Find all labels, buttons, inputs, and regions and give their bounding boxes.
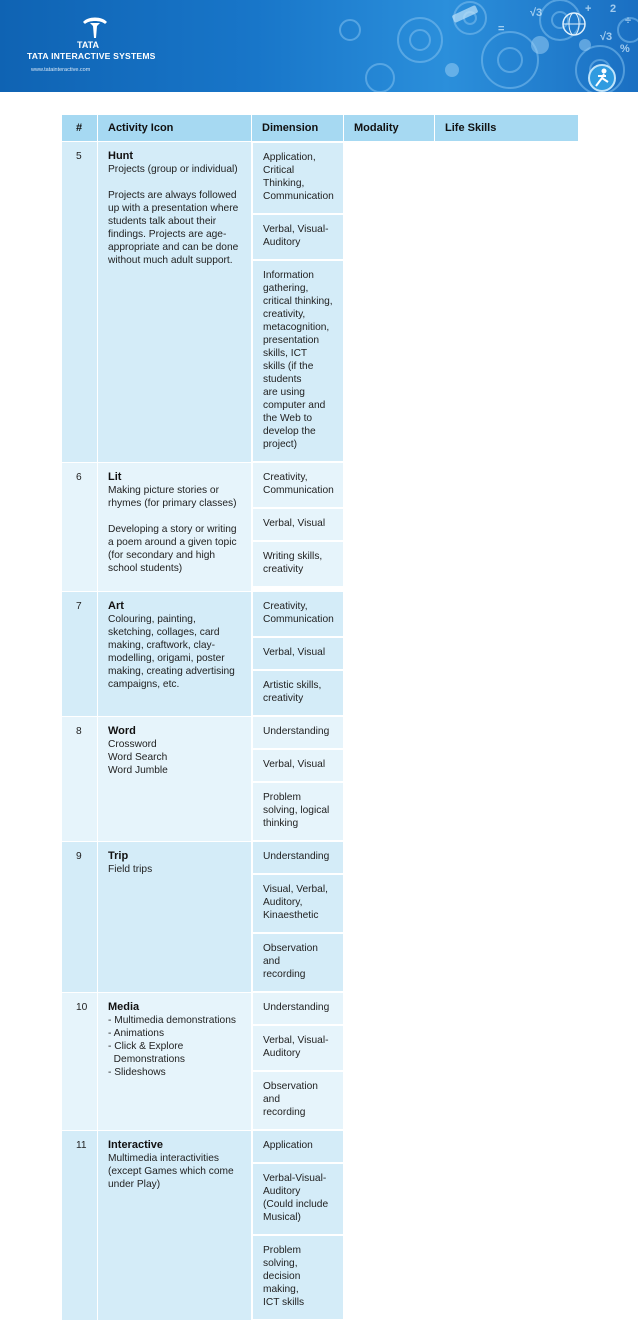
brand-name: TATA INTERACTIVE SYSTEMS (27, 51, 156, 61)
activity-name: Lit (108, 470, 122, 483)
row-number: 10 (62, 992, 98, 1130)
activity-name: Hunt (108, 150, 134, 162)
dimension-cell: Application, Critical Thinking, Communication (252, 142, 344, 214)
activity-description-more: Developing a story or writing a poem around a given topic (for secondary and high school students) (108, 523, 237, 574)
decor-glyph: % (620, 43, 630, 55)
globe-icon (563, 13, 585, 35)
activity-cell (98, 462, 252, 591)
activity-name: Word (108, 724, 136, 737)
table-row (62, 142, 579, 463)
activity-cell (98, 591, 252, 716)
col-header-number: # (62, 115, 98, 142)
table-row (62, 841, 579, 992)
modality-cell: Verbal, Visual- Auditory (252, 1025, 344, 1071)
decor-glyph: ÷ (625, 15, 632, 27)
life-skills-cell: Problem solving, logical thinking (252, 782, 344, 841)
life-skills-cell: Observation and recording (252, 1071, 344, 1130)
activity-cell (98, 1130, 252, 1320)
table-row (62, 716, 579, 841)
activity-description: Crossword Word Search Word Jumble (108, 738, 168, 776)
decor-glyph: + (585, 3, 592, 15)
decor-glyph: √3 (600, 31, 613, 43)
dimension-cell: Understanding (252, 716, 344, 749)
row-number: 8 (62, 716, 98, 841)
table-row (62, 462, 579, 591)
tata-emblem-icon (80, 14, 110, 42)
table-row (62, 591, 579, 716)
activity-name: Trip (108, 849, 129, 862)
dimension-cell: Understanding (252, 992, 344, 1025)
life-skills-cell: Problem solving, decision making, ICT skills (252, 1235, 344, 1320)
activity-description-more: Projects are always followed up with a presentation where students talk about their findings. Projects are age- appropriate and can be done without much adult support. (108, 190, 239, 266)
row-number: 7 (62, 591, 98, 716)
activity-table (61, 114, 579, 1321)
dimension-cell: Creativity, Communication (252, 591, 344, 637)
activity-name: Media (108, 1000, 140, 1013)
activity-description: Projects (group or individual) (108, 164, 238, 175)
activity-description: Colouring, painting, sketching, collages, card making, craftwork, clay- modelling, origami, poster making, creating advertising campaigns, etc. (108, 613, 235, 690)
col-header-life-skills: Life Skills (435, 115, 579, 142)
row-number: 9 (62, 841, 98, 992)
decor-glyph: = (498, 23, 505, 35)
table-row (62, 992, 579, 1130)
activity-description: - Multimedia demonstrations - Animations - Click & Explore Demonstrations - Slideshows (108, 1014, 236, 1078)
person-running-icon (589, 65, 615, 91)
decor-glyph: 2 (610, 3, 617, 15)
activity-cell (98, 716, 252, 841)
row-number: 5 (62, 142, 98, 463)
col-header-activity-icon: Activity Icon (98, 115, 252, 142)
website-url: www.tatainteractive.com (31, 67, 91, 73)
life-skills-cell: Observation and recording (252, 933, 344, 992)
life-skills-cell: Writing skills, creativity (252, 541, 344, 587)
page-header-band (0, 0, 638, 92)
modality-cell: Verbal, Visual (252, 749, 344, 782)
modality-cell: Verbal, Visual- Auditory (252, 214, 344, 260)
life-skills-cell: Information gathering, critical thinking, creativity, metacognition, presentation skills, ICT skills (if the students are using computer and the Web to develop the project) (252, 260, 344, 462)
activity-name: Interactive (108, 1138, 164, 1151)
dimension-cell: Understanding (252, 841, 344, 874)
decor-glyph: √3 (530, 7, 543, 19)
activity-description: Multimedia interactivities (except Games which come under Play) (108, 1152, 234, 1190)
table-header-row (62, 115, 579, 142)
row-number: 11 (62, 1130, 98, 1320)
activity-cell (98, 992, 252, 1130)
col-header-dimension: Dimension (252, 115, 344, 142)
activity-cell (98, 142, 252, 463)
activity-name: Art (108, 599, 124, 612)
table-row (62, 1130, 579, 1320)
svg-text:TATA: TATA (77, 40, 99, 50)
life-skills-cell: Artistic skills, creativity (252, 670, 344, 716)
modality-cell: Verbal, Visual (252, 508, 344, 541)
dimension-cell: Application (252, 1130, 344, 1163)
tata-wordmark (77, 40, 113, 50)
activity-description: Field trips (108, 863, 153, 875)
modality-cell: Verbal-Visual- Auditory (Could include Musical) (252, 1163, 344, 1235)
modality-cell: Visual, Verbal, Auditory, Kinaesthetic (252, 874, 344, 933)
dimension-cell: Creativity, Communication (252, 462, 344, 508)
modality-cell: Verbal, Visual (252, 637, 344, 670)
row-number: 6 (62, 462, 98, 591)
col-header-modality: Modality (344, 115, 435, 142)
activity-cell (98, 841, 252, 992)
activity-description: Making picture stories or rhymes (for primary classes) (108, 484, 237, 509)
